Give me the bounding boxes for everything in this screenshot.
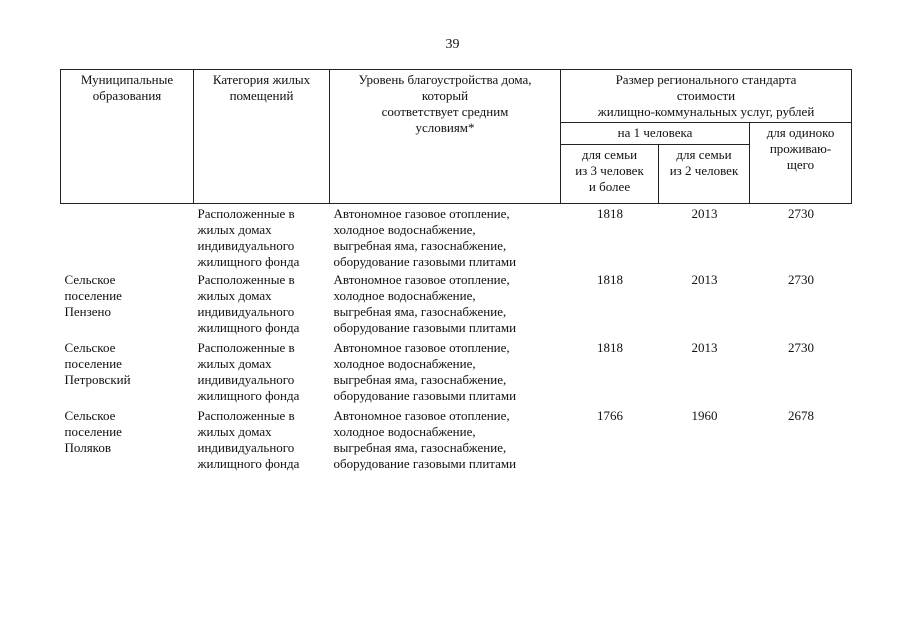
header-family2: для семьи из 2 человек xyxy=(659,145,750,204)
cell-category: Расположенные в жилых домах индивидуального жилищного фонда xyxy=(197,407,300,471)
cell-family2: 2013 xyxy=(691,206,718,221)
cell-family2: 2013 xyxy=(691,339,718,355)
cell-family3: 1818 xyxy=(597,271,623,287)
cell-family2: 2013 xyxy=(691,271,718,287)
cell-single: 2678 xyxy=(788,407,815,423)
cell-level: Автономное газовое отопление, холодное водоснабжение, выгребная яма, газоснабжение, оборудование газовыми плитами xyxy=(333,206,517,269)
cell-category: Расположенные в жилых домах индивидуального жилищного фонда xyxy=(197,339,300,403)
cell-municipality: Сельское поселение Поляков xyxy=(64,407,122,455)
cell-level: Автономное газовое отопление, холодное водоснабжение, выгребная яма, газоснабжение, оборудование газовыми плитами xyxy=(333,339,517,403)
table-row xyxy=(61,408,852,476)
cell-municipality: Сельское поселение Петровский xyxy=(64,339,131,387)
cell-family3: 1818 xyxy=(597,206,623,221)
table-row xyxy=(61,204,852,272)
cell-family3: 1818 xyxy=(597,339,623,355)
header-level: Уровень благоустройства дома, который соответствует средним условиям* xyxy=(330,70,561,204)
table-row xyxy=(61,340,852,408)
header-per-person-group: на 1 человека xyxy=(561,123,750,145)
header-category: Категория жилых помещений xyxy=(194,70,330,204)
header-standard-group: Размер регионального стандарта стоимости жилищно-коммунальных услуг, рублей xyxy=(561,70,852,123)
cell-single: 2730 xyxy=(788,271,815,287)
regional-standard-table xyxy=(60,69,852,476)
cell-single: 2730 xyxy=(788,339,815,355)
cell-category: Расположенные в жилых домах индивидуального жилищного фонда xyxy=(197,206,300,269)
header-municipality: Муниципальные образования xyxy=(61,70,194,204)
header-single: для одиноко проживаю- щего xyxy=(750,123,852,204)
cell-category: Расположенные в жилых домах индивидуального жилищного фонда xyxy=(197,271,300,335)
cell-family2: 1960 xyxy=(691,407,718,423)
cell-family3: 1766 xyxy=(597,407,623,423)
page-number: 39 xyxy=(445,37,460,52)
cell-single: 2730 xyxy=(788,206,815,221)
header-family3: для семьи из 3 человек и более xyxy=(561,145,659,204)
cell-level: Автономное газовое отопление, холодное водоснабжение, выгребная яма, газоснабжение, оборудование газовыми плитами xyxy=(333,271,517,335)
table-row xyxy=(61,272,852,340)
cell-municipality: Сельское поселение Пензено xyxy=(64,271,122,319)
cell-level: Автономное газовое отопление, холодное водоснабжение, выгребная яма, газоснабжение, оборудование газовыми плитами xyxy=(333,407,517,471)
cell-municipality xyxy=(61,204,194,272)
